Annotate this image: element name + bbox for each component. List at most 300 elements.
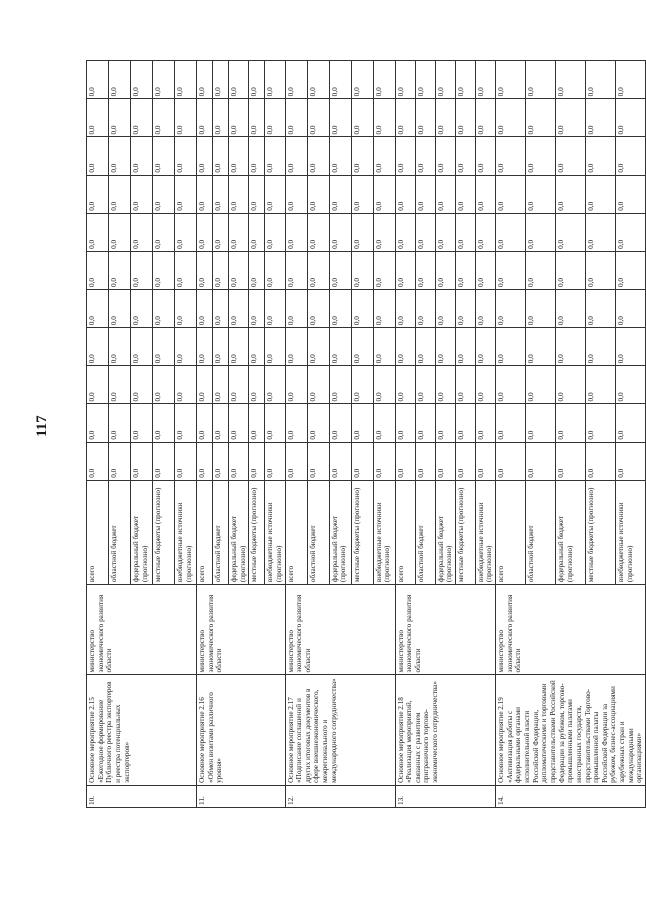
- amount-cell: 0,0: [496, 404, 526, 442]
- amount-cell: 0,0: [329, 175, 351, 213]
- table-row: [197, 61, 213, 808]
- funding-source: всего: [87, 480, 109, 584]
- amount-cell: 0,0: [131, 137, 153, 175]
- amount-cell: 0,0: [213, 251, 229, 289]
- amount-cell: 0,0: [395, 213, 415, 251]
- amount-cell: 0,0: [197, 290, 213, 328]
- amount-cell: 0,0: [496, 99, 526, 137]
- amount-cell: 0,0: [455, 328, 475, 366]
- amount-cell: 0,0: [435, 290, 455, 328]
- funding-source: федеральный бюджет (прогнозно): [435, 480, 455, 584]
- amount-cell: 0,0: [496, 61, 526, 99]
- amount-cell: 0,0: [153, 137, 175, 175]
- funding-source: всего: [285, 480, 307, 584]
- amount-cell: 0,0: [556, 290, 586, 328]
- amount-cell: 0,0: [285, 137, 307, 175]
- amount-cell: 0,0: [373, 442, 395, 480]
- amount-cell: 0,0: [265, 251, 285, 289]
- amount-cell: 0,0: [526, 328, 556, 366]
- amount-cell: 0,0: [395, 99, 415, 137]
- amount-cell: 0,0: [455, 99, 475, 137]
- amount-cell: 0,0: [153, 290, 175, 328]
- amount-cell: 0,0: [435, 404, 455, 442]
- amount-cell: 0,0: [475, 328, 495, 366]
- amount-cell: 0,0: [329, 99, 351, 137]
- amount-cell: 0,0: [109, 442, 131, 480]
- amount-cell: 0,0: [351, 290, 373, 328]
- amount-cell: 0,0: [496, 251, 526, 289]
- amount-cell: 0,0: [229, 442, 249, 480]
- amount-cell: 0,0: [475, 290, 495, 328]
- event-name: Основное мероприятие 2.17 «Подписание соглашений и других итоговых документов в сфере внешнеэкономического, межрегионального и международного сотрудничества»: [285, 675, 395, 785]
- amount-cell: 0,0: [265, 290, 285, 328]
- amount-cell: 0,0: [586, 290, 616, 328]
- amount-cell: 0,0: [475, 213, 495, 251]
- amount-cell: 0,0: [455, 213, 475, 251]
- amount-cell: 0,0: [556, 175, 586, 213]
- amount-cell: 0,0: [109, 366, 131, 404]
- amount-cell: 0,0: [351, 61, 373, 99]
- amount-cell: 0,0: [351, 137, 373, 175]
- table-row: [285, 61, 307, 808]
- amount-cell: 0,0: [285, 175, 307, 213]
- amount-cell: 0,0: [526, 290, 556, 328]
- amount-cell: 0,0: [556, 328, 586, 366]
- row-number: 11.: [197, 785, 286, 807]
- amount-cell: 0,0: [153, 99, 175, 137]
- amount-cell: 0,0: [229, 137, 249, 175]
- amount-cell: 0,0: [351, 328, 373, 366]
- funding-source: внебюджетные источники (прогнозно): [475, 480, 495, 584]
- amount-cell: 0,0: [307, 61, 329, 99]
- amount-cell: 0,0: [265, 137, 285, 175]
- amount-cell: 0,0: [307, 213, 329, 251]
- amount-cell: 0,0: [395, 175, 415, 213]
- funding-source: областной бюджет: [109, 480, 131, 584]
- amount-cell: 0,0: [213, 99, 229, 137]
- amount-cell: 0,0: [229, 175, 249, 213]
- funding-source: всего: [496, 480, 526, 584]
- page-number: 117: [34, 415, 50, 437]
- amount-cell: 0,0: [285, 213, 307, 251]
- amount-cell: 0,0: [475, 404, 495, 442]
- amount-cell: 0,0: [586, 442, 616, 480]
- amount-cell: 0,0: [373, 290, 395, 328]
- amount-cell: 0,0: [265, 213, 285, 251]
- amount-cell: 0,0: [455, 366, 475, 404]
- amount-cell: 0,0: [285, 442, 307, 480]
- amount-cell: 0,0: [197, 404, 213, 442]
- amount-cell: 0,0: [131, 404, 153, 442]
- amount-cell: 0,0: [197, 442, 213, 480]
- amount-cell: 0,0: [153, 366, 175, 404]
- amount-cell: 0,0: [131, 175, 153, 213]
- amount-cell: 0,0: [249, 404, 265, 442]
- amount-cell: 0,0: [153, 328, 175, 366]
- amount-cell: 0,0: [87, 99, 109, 137]
- amount-cell: 0,0: [526, 137, 556, 175]
- amount-cell: 0,0: [131, 290, 153, 328]
- amount-cell: 0,0: [351, 175, 373, 213]
- amount-cell: 0,0: [395, 137, 415, 175]
- amount-cell: 0,0: [329, 213, 351, 251]
- amount-cell: 0,0: [373, 404, 395, 442]
- funding-source: внебюджетные источники (прогнозно): [373, 480, 395, 584]
- amount-cell: 0,0: [229, 404, 249, 442]
- funding-source: всего: [395, 480, 415, 584]
- amount-cell: 0,0: [435, 137, 455, 175]
- amount-cell: 0,0: [329, 404, 351, 442]
- amount-cell: 0,0: [197, 328, 213, 366]
- amount-cell: 0,0: [265, 328, 285, 366]
- amount-cell: 0,0: [131, 99, 153, 137]
- amount-cell: 0,0: [213, 328, 229, 366]
- amount-cell: 0,0: [616, 366, 646, 404]
- funding-source: внебюджетные источники (прогнозно): [175, 480, 197, 584]
- funding-source: областной бюджет: [415, 480, 435, 584]
- amount-cell: 0,0: [373, 328, 395, 366]
- amount-cell: 0,0: [131, 442, 153, 480]
- amount-cell: 0,0: [175, 175, 197, 213]
- table-row: [395, 61, 415, 808]
- amount-cell: 0,0: [175, 366, 197, 404]
- amount-cell: 0,0: [586, 366, 616, 404]
- amount-cell: 0,0: [249, 61, 265, 99]
- amount-cell: 0,0: [526, 213, 556, 251]
- amount-cell: 0,0: [526, 251, 556, 289]
- amount-cell: 0,0: [351, 366, 373, 404]
- amount-cell: 0,0: [87, 61, 109, 99]
- amount-cell: 0,0: [526, 366, 556, 404]
- amount-cell: 0,0: [285, 99, 307, 137]
- amount-cell: 0,0: [109, 137, 131, 175]
- amount-cell: 0,0: [153, 404, 175, 442]
- amount-cell: 0,0: [329, 290, 351, 328]
- amount-cell: 0,0: [373, 213, 395, 251]
- amount-cell: 0,0: [87, 290, 109, 328]
- funding-source: федеральный бюджет (прогнозно): [556, 480, 586, 584]
- funding-source: федеральный бюджет (прогнозно): [131, 480, 153, 584]
- amount-cell: 0,0: [109, 175, 131, 213]
- funding-source: всего: [197, 480, 213, 584]
- executor-name: министерство экономического развития области: [285, 585, 395, 675]
- amount-cell: 0,0: [526, 404, 556, 442]
- executor-name: министерство экономического развития области: [197, 585, 286, 675]
- funding-source: местные бюджеты (прогнозно): [351, 480, 373, 584]
- amount-cell: 0,0: [373, 99, 395, 137]
- funding-source: федеральный бюджет (прогнозно): [329, 480, 351, 584]
- amount-cell: 0,0: [475, 251, 495, 289]
- amount-cell: 0,0: [395, 442, 415, 480]
- amount-cell: 0,0: [373, 137, 395, 175]
- amount-cell: 0,0: [586, 137, 616, 175]
- amount-cell: 0,0: [131, 213, 153, 251]
- amount-cell: 0,0: [265, 404, 285, 442]
- funding-source: областной бюджет: [213, 480, 229, 584]
- amount-cell: 0,0: [526, 61, 556, 99]
- amount-cell: 0,0: [455, 251, 475, 289]
- amount-cell: 0,0: [455, 137, 475, 175]
- amount-cell: 0,0: [229, 61, 249, 99]
- amount-cell: 0,0: [87, 404, 109, 442]
- amount-cell: 0,0: [213, 290, 229, 328]
- amount-cell: 0,0: [285, 251, 307, 289]
- funding-source: местные бюджеты (прогнозно): [153, 480, 175, 584]
- amount-cell: 0,0: [556, 366, 586, 404]
- amount-cell: 0,0: [175, 328, 197, 366]
- amount-cell: 0,0: [285, 328, 307, 366]
- amount-cell: 0,0: [616, 213, 646, 251]
- amount-cell: 0,0: [175, 290, 197, 328]
- amount-cell: 0,0: [131, 61, 153, 99]
- amount-cell: 0,0: [351, 99, 373, 137]
- event-name: Основное мероприятие 2.16 «Обмен визитами различного уровня»: [197, 675, 286, 785]
- amount-cell: 0,0: [229, 99, 249, 137]
- amount-cell: 0,0: [197, 61, 213, 99]
- funding-source: федеральный бюджет (прогнозно): [229, 480, 249, 584]
- amount-cell: 0,0: [475, 61, 495, 99]
- executor-name: министерство экономического развития области: [496, 585, 646, 675]
- amount-cell: 0,0: [435, 366, 455, 404]
- amount-cell: 0,0: [109, 251, 131, 289]
- amount-cell: 0,0: [616, 61, 646, 99]
- amount-cell: 0,0: [213, 175, 229, 213]
- amount-cell: 0,0: [87, 251, 109, 289]
- event-name: Основное мероприятие 2.18 «Реализация мероприятий, связанных с развитием приграничного торгово-экономического сотрудничества»: [395, 675, 496, 785]
- amount-cell: 0,0: [556, 442, 586, 480]
- amount-cell: 0,0: [586, 213, 616, 251]
- amount-cell: 0,0: [153, 251, 175, 289]
- amount-cell: 0,0: [249, 366, 265, 404]
- amount-cell: 0,0: [285, 290, 307, 328]
- amount-cell: 0,0: [109, 404, 131, 442]
- amount-cell: 0,0: [87, 328, 109, 366]
- amount-cell: 0,0: [435, 99, 455, 137]
- funding-source: областной бюджет: [526, 480, 556, 584]
- amount-cell: 0,0: [455, 442, 475, 480]
- amount-cell: 0,0: [415, 328, 435, 366]
- amount-cell: 0,0: [131, 328, 153, 366]
- amount-cell: 0,0: [586, 404, 616, 442]
- amount-cell: 0,0: [153, 61, 175, 99]
- row-number: 13.: [395, 785, 496, 807]
- amount-cell: 0,0: [496, 175, 526, 213]
- amount-cell: 0,0: [475, 99, 495, 137]
- budget-table: [86, 60, 646, 808]
- amount-cell: 0,0: [285, 404, 307, 442]
- amount-cell: 0,0: [496, 442, 526, 480]
- amount-cell: 0,0: [475, 175, 495, 213]
- row-number: 14.: [496, 785, 646, 807]
- amount-cell: 0,0: [455, 61, 475, 99]
- funding-source: местные бюджеты (прогнозно): [586, 480, 616, 584]
- amount-cell: 0,0: [586, 328, 616, 366]
- amount-cell: 0,0: [229, 290, 249, 328]
- amount-cell: 0,0: [307, 251, 329, 289]
- amount-cell: 0,0: [249, 137, 265, 175]
- amount-cell: 0,0: [109, 61, 131, 99]
- amount-cell: 0,0: [435, 61, 455, 99]
- amount-cell: 0,0: [373, 61, 395, 99]
- amount-cell: 0,0: [395, 290, 415, 328]
- amount-cell: 0,0: [415, 137, 435, 175]
- amount-cell: 0,0: [249, 213, 265, 251]
- amount-cell: 0,0: [616, 404, 646, 442]
- amount-cell: 0,0: [415, 404, 435, 442]
- amount-cell: 0,0: [395, 404, 415, 442]
- amount-cell: 0,0: [197, 137, 213, 175]
- amount-cell: 0,0: [213, 137, 229, 175]
- amount-cell: 0,0: [435, 251, 455, 289]
- amount-cell: 0,0: [109, 99, 131, 137]
- amount-cell: 0,0: [229, 366, 249, 404]
- amount-cell: 0,0: [556, 137, 586, 175]
- funding-source: местные бюджеты (прогнозно): [455, 480, 475, 584]
- amount-cell: 0,0: [87, 137, 109, 175]
- amount-cell: 0,0: [415, 213, 435, 251]
- amount-cell: 0,0: [435, 175, 455, 213]
- amount-cell: 0,0: [351, 213, 373, 251]
- amount-cell: 0,0: [475, 442, 495, 480]
- amount-cell: 0,0: [556, 99, 586, 137]
- amount-cell: 0,0: [415, 175, 435, 213]
- amount-cell: 0,0: [175, 137, 197, 175]
- amount-cell: 0,0: [373, 366, 395, 404]
- amount-cell: 0,0: [556, 213, 586, 251]
- amount-cell: 0,0: [616, 442, 646, 480]
- amount-cell: 0,0: [415, 61, 435, 99]
- row-number: 12.: [285, 785, 395, 807]
- amount-cell: 0,0: [197, 213, 213, 251]
- amount-cell: 0,0: [329, 251, 351, 289]
- amount-cell: 0,0: [496, 137, 526, 175]
- amount-cell: 0,0: [351, 404, 373, 442]
- amount-cell: 0,0: [87, 442, 109, 480]
- amount-cell: 0,0: [616, 137, 646, 175]
- amount-cell: 0,0: [329, 61, 351, 99]
- amount-cell: 0,0: [496, 290, 526, 328]
- amount-cell: 0,0: [496, 328, 526, 366]
- amount-cell: 0,0: [351, 442, 373, 480]
- amount-cell: 0,0: [153, 175, 175, 213]
- amount-cell: 0,0: [249, 442, 265, 480]
- amount-cell: 0,0: [616, 328, 646, 366]
- amount-cell: 0,0: [329, 328, 351, 366]
- amount-cell: 0,0: [197, 366, 213, 404]
- amount-cell: 0,0: [265, 99, 285, 137]
- amount-cell: 0,0: [265, 61, 285, 99]
- amount-cell: 0,0: [526, 99, 556, 137]
- amount-cell: 0,0: [213, 404, 229, 442]
- amount-cell: 0,0: [131, 366, 153, 404]
- amount-cell: 0,0: [307, 366, 329, 404]
- amount-cell: 0,0: [197, 99, 213, 137]
- amount-cell: 0,0: [307, 328, 329, 366]
- amount-cell: 0,0: [455, 290, 475, 328]
- amount-cell: 0,0: [249, 175, 265, 213]
- amount-cell: 0,0: [265, 442, 285, 480]
- amount-cell: 0,0: [526, 175, 556, 213]
- amount-cell: 0,0: [87, 213, 109, 251]
- amount-cell: 0,0: [455, 175, 475, 213]
- amount-cell: 0,0: [87, 366, 109, 404]
- amount-cell: 0,0: [175, 61, 197, 99]
- amount-cell: 0,0: [307, 137, 329, 175]
- amount-cell: 0,0: [616, 99, 646, 137]
- amount-cell: 0,0: [475, 137, 495, 175]
- executor-name: министерство экономического развития области: [87, 585, 197, 675]
- amount-cell: 0,0: [131, 251, 153, 289]
- funding-source: внебюджетные источники (прогнозно): [616, 480, 646, 584]
- amount-cell: 0,0: [229, 328, 249, 366]
- amount-cell: 0,0: [197, 175, 213, 213]
- funding-source: внебюджетные источники (прогнозно): [265, 480, 285, 584]
- amount-cell: 0,0: [496, 366, 526, 404]
- amount-cell: 0,0: [616, 290, 646, 328]
- amount-cell: 0,0: [213, 442, 229, 480]
- amount-cell: 0,0: [249, 99, 265, 137]
- amount-cell: 0,0: [556, 61, 586, 99]
- amount-cell: 0,0: [616, 251, 646, 289]
- amount-cell: 0,0: [373, 175, 395, 213]
- amount-cell: 0,0: [351, 251, 373, 289]
- amount-cell: 0,0: [229, 251, 249, 289]
- amount-cell: 0,0: [556, 251, 586, 289]
- amount-cell: 0,0: [175, 404, 197, 442]
- amount-cell: 0,0: [435, 442, 455, 480]
- amount-cell: 0,0: [307, 99, 329, 137]
- amount-cell: 0,0: [435, 328, 455, 366]
- amount-cell: 0,0: [175, 442, 197, 480]
- amount-cell: 0,0: [175, 213, 197, 251]
- amount-cell: 0,0: [109, 290, 131, 328]
- amount-cell: 0,0: [415, 251, 435, 289]
- amount-cell: 0,0: [395, 366, 415, 404]
- amount-cell: 0,0: [329, 137, 351, 175]
- amount-cell: 0,0: [556, 404, 586, 442]
- amount-cell: 0,0: [265, 175, 285, 213]
- executor-name: министерство экономического развития области: [395, 585, 496, 675]
- amount-cell: 0,0: [455, 404, 475, 442]
- table-row: [496, 61, 526, 808]
- amount-cell: 0,0: [229, 213, 249, 251]
- amount-cell: 0,0: [415, 290, 435, 328]
- amount-cell: 0,0: [415, 99, 435, 137]
- amount-cell: 0,0: [395, 61, 415, 99]
- amount-cell: 0,0: [307, 290, 329, 328]
- amount-cell: 0,0: [307, 404, 329, 442]
- event-name: Основное мероприятие 2.19 «Активизация работы с федеральными органами исполнительной власти Российской Федерации, дипломатическими и торговыми представительствами Российской Федерации за рубежом, торгово-промышленными палатами иностранных государств, представительствами Торгово-промышленной палаты Российской Федерации за рубежом, бизнес-ассоциациями зарубежных стран и международными организациями»: [496, 675, 646, 785]
- amount-cell: 0,0: [586, 99, 616, 137]
- amount-cell: 0,0: [435, 213, 455, 251]
- amount-cell: 0,0: [109, 328, 131, 366]
- amount-cell: 0,0: [285, 366, 307, 404]
- funding-source: местные бюджеты (прогнозно): [249, 480, 265, 584]
- amount-cell: 0,0: [249, 328, 265, 366]
- amount-cell: 0,0: [175, 99, 197, 137]
- amount-cell: 0,0: [526, 442, 556, 480]
- event-name: Основное мероприятие 2.15 «Ежегодное формирование Публичного реестра экспортеров и реестра потенциальных экспортеров»: [87, 675, 197, 785]
- amount-cell: 0,0: [249, 290, 265, 328]
- amount-cell: 0,0: [307, 442, 329, 480]
- amount-cell: 0,0: [153, 442, 175, 480]
- amount-cell: 0,0: [415, 442, 435, 480]
- amount-cell: 0,0: [616, 175, 646, 213]
- amount-cell: 0,0: [395, 328, 415, 366]
- amount-cell: 0,0: [329, 366, 351, 404]
- amount-cell: 0,0: [415, 366, 435, 404]
- amount-cell: 0,0: [395, 251, 415, 289]
